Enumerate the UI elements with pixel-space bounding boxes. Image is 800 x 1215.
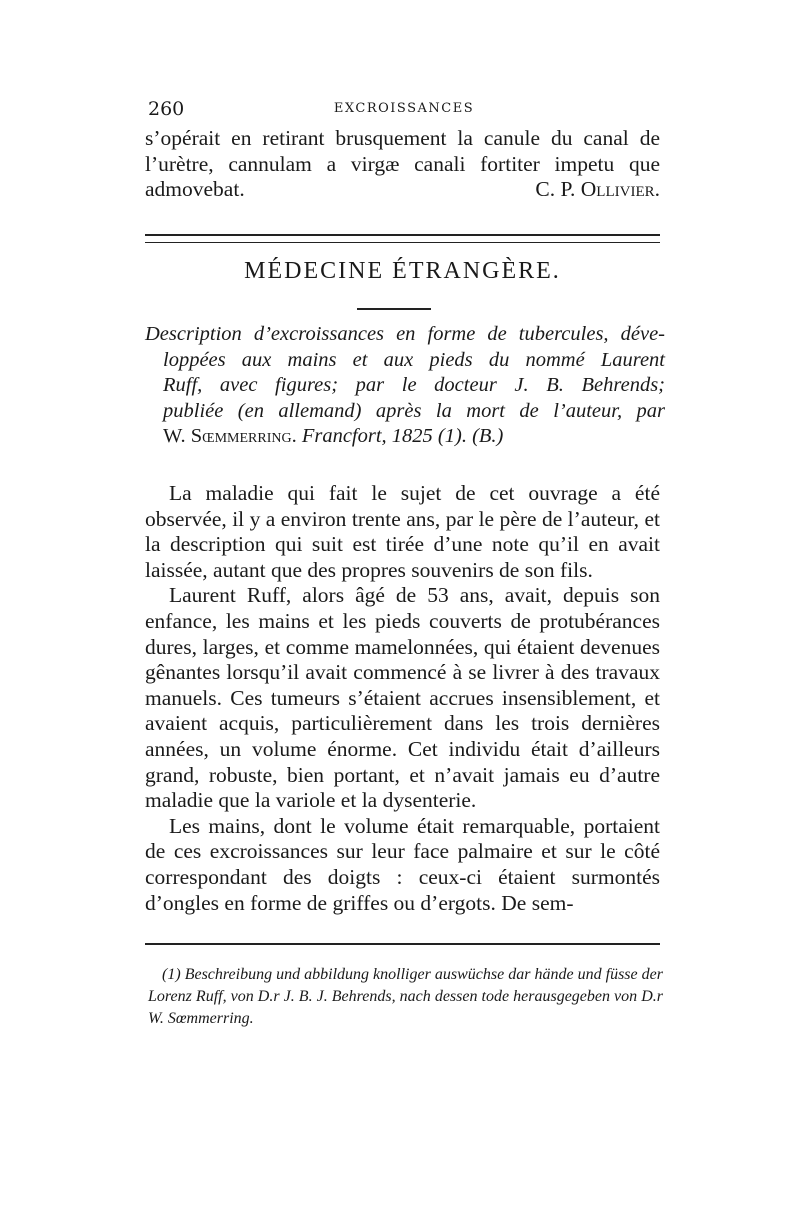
author-signature: C. P. Ollivier. xyxy=(535,177,660,202)
article-place-date: Francfort, 1825 (1). (B.) xyxy=(301,425,504,447)
page-header xyxy=(148,98,660,122)
section-divider xyxy=(145,234,660,243)
intro-paragraph xyxy=(145,126,660,203)
article-title-line-2: loppées aux mains et aux pieds du nommé Laurent xyxy=(163,348,665,371)
footnote-divider xyxy=(145,943,660,945)
body-paragraph-2: Laurent Ruff, alors âgé de 53 ans, avait, depuis son enfance, les mains et les pieds couverts de protubérances dures, larges, et comme mamelonnées, qui étaient devenues gênantes lorsqu’il avait commencé à se livrer à des travaux manuels. Ces tumeurs s’étaient accrues insensiblement, et avaient acquis, particulièrement dans les trois dernières années, un volume énorme. Cet individu était d’ailleurs grand, robuste, bien portant, et n’avait jamais eu d’autre maladie que la variole et la dysenterie. xyxy=(145,583,660,813)
section-title: MÉDECINE ÉTRANGÈRE. xyxy=(244,258,561,284)
article-author: W. Sœmmerring. xyxy=(163,425,297,447)
article-title xyxy=(145,322,665,450)
footnote xyxy=(148,964,663,1030)
article-body xyxy=(145,481,660,916)
article-title-line-1: Description d’excroissances en forme de tubercules, déve- xyxy=(145,323,665,345)
body-paragraph-3: Les mains, dont le volume était remarquable, portaient de ces excroissances sur leur face palmaire et sur le côté correspondant des doigts : ceux-ci étaient surmontés d’ongles en forme de griffes ou d’ergots. De sem- xyxy=(145,813,660,915)
title-underline xyxy=(357,308,431,310)
body-paragraph-1: La maladie qui fait le sujet de cet ouvrage a été observée, il y a environ trente ans, par le père de l’auteur, et la description qui suit est tirée d’une note qu’il en avait laissée, autant que des propres souvenirs de son fils. xyxy=(145,481,660,582)
intro-line-1: s’opérait en retirant brusquement la canule du canal de xyxy=(145,126,660,150)
article-title-line-3: Ruff, avec figures; par le docteur J. B. Behrends; xyxy=(163,374,665,396)
running-head: EXCROISSANCES xyxy=(333,101,475,116)
footnote-text: (1) Beschreibung und abbildung knolliger auswüchse dar hände und füsse der Lorenz Ruff, von D.r J. B. J. Behrends, nach dessen tode herausgegeben von D.r W. Sœmmerring. xyxy=(148,966,663,1027)
intro-line-2: l’urètre, cannulam a virgæ canali fortiter impetu que xyxy=(145,151,660,176)
page-number: 260 xyxy=(148,98,185,120)
intro-line-3 xyxy=(145,177,660,203)
article-title-line-5 xyxy=(145,424,665,450)
article-title-line-4: publiée (en allemand) après la mort de l’auteur, par xyxy=(163,399,665,422)
intro-line-3-text: admovebat. xyxy=(145,177,245,202)
